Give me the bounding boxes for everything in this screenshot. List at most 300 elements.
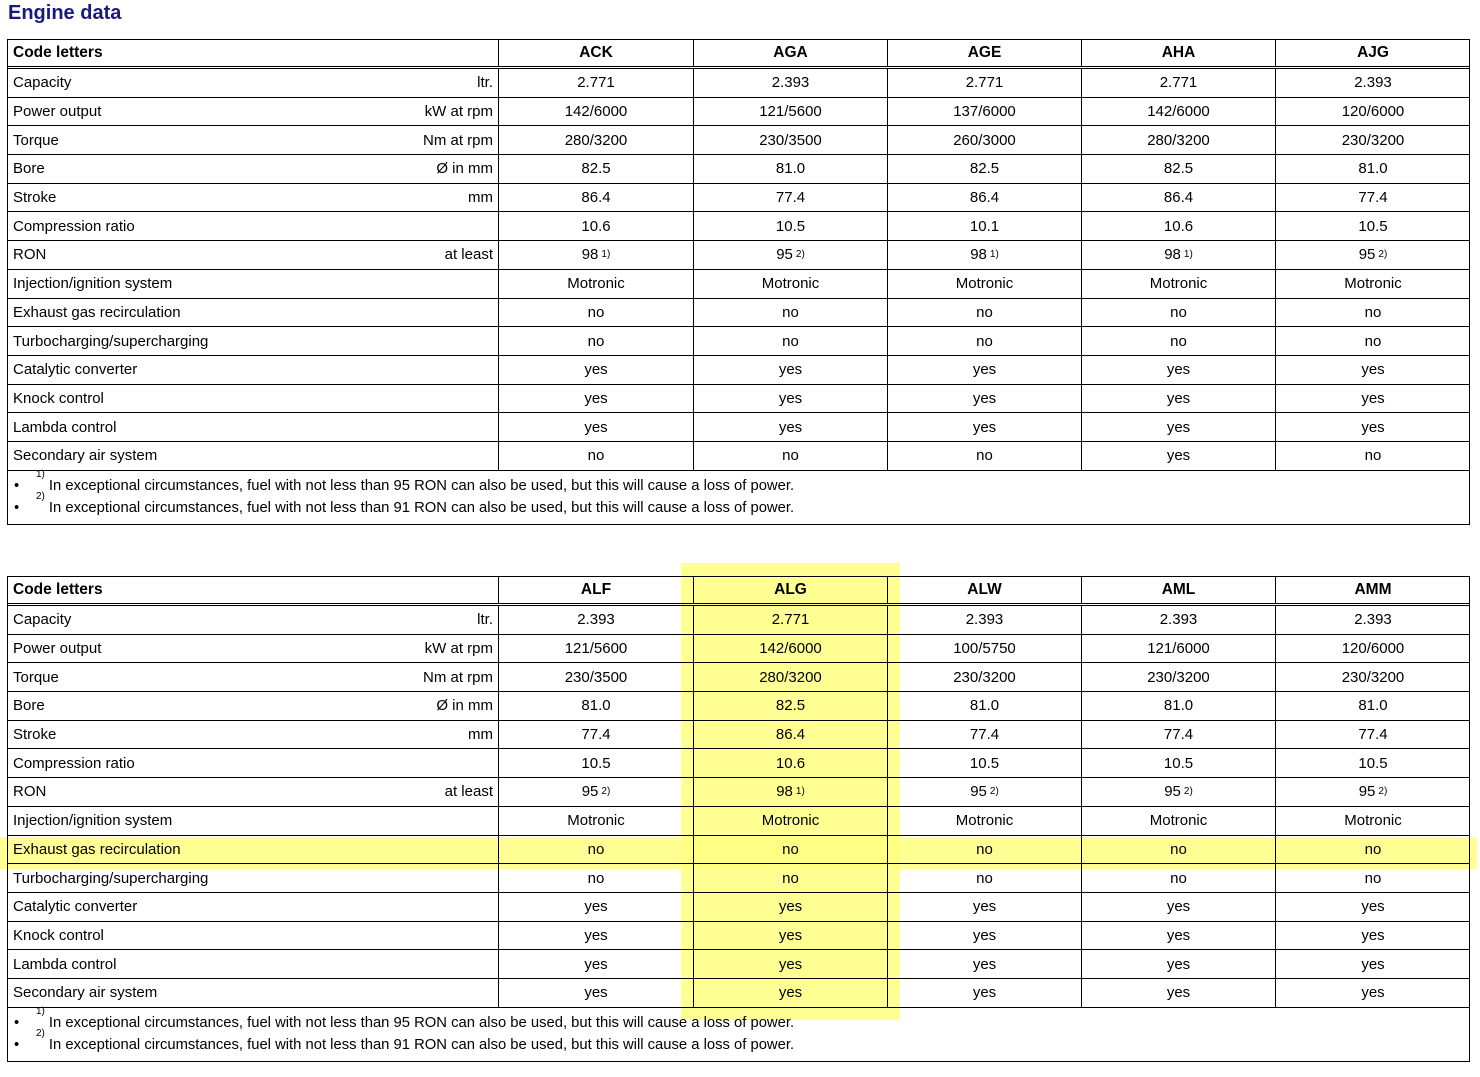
value-cell bbox=[694, 299, 888, 327]
row-label-cell bbox=[8, 442, 499, 470]
cell-value: yes bbox=[778, 898, 803, 916]
value-cell bbox=[888, 807, 1082, 835]
bullet-icon: • bbox=[14, 477, 20, 494]
row-label-cell bbox=[8, 778, 499, 806]
cell-value: 137/6000 bbox=[953, 103, 1016, 121]
row-unit: mm bbox=[468, 726, 493, 744]
row-label: Catalytic converter bbox=[13, 898, 138, 916]
cell-value: yes bbox=[972, 389, 997, 407]
row-unit: Ø in mm bbox=[436, 160, 493, 178]
cell-value: yes bbox=[1166, 898, 1191, 916]
table-row bbox=[8, 922, 1469, 951]
footnote: • 2) In exceptional circumstances, fuel with not less than 91 RON can also be used, but this will cause a loss of power. bbox=[14, 1034, 1469, 1057]
value-cell bbox=[1276, 893, 1470, 921]
cell-value: 81.0 bbox=[581, 697, 611, 715]
cell-value: Motronic bbox=[955, 275, 1014, 293]
value-cell bbox=[1082, 606, 1276, 634]
cell-value: 77.4 bbox=[581, 726, 611, 744]
value-cell: 95 2) bbox=[694, 241, 888, 269]
cell-value: no bbox=[976, 447, 993, 465]
cell-value: yes bbox=[778, 418, 803, 436]
table-row bbox=[8, 69, 1469, 98]
cell-value: Motronic bbox=[1344, 812, 1402, 830]
row-label: Injection/ignition system bbox=[13, 275, 173, 293]
row-label-cell bbox=[8, 212, 499, 240]
value-cell bbox=[694, 807, 888, 835]
cell-value: 142/6000 bbox=[564, 103, 628, 121]
footnote-text: In exceptional circumstances, fuel with not less than 95 RON can also be used, but this will cause a loss of power. bbox=[48, 477, 795, 494]
engine-data-table-2 bbox=[7, 576, 1470, 1062]
table-row bbox=[8, 721, 1469, 750]
row-label: Knock control bbox=[13, 926, 104, 944]
value-cell bbox=[888, 69, 1082, 97]
value-cell bbox=[1082, 950, 1276, 978]
value-cell bbox=[888, 721, 1082, 749]
cell-value: 2.771 bbox=[1159, 74, 1198, 92]
value-cell bbox=[888, 893, 1082, 921]
cell-value: 142/6000 bbox=[759, 640, 822, 658]
row-label: Power output bbox=[13, 103, 102, 121]
cell-value: no bbox=[587, 840, 605, 858]
value-cell bbox=[888, 356, 1082, 384]
value-cell bbox=[1276, 864, 1470, 892]
value-cell bbox=[694, 413, 888, 441]
value-cell bbox=[1082, 864, 1276, 892]
value-cell: 95 2) bbox=[1358, 783, 1388, 801]
value-cell bbox=[1082, 356, 1276, 384]
row-label-cell bbox=[8, 635, 499, 663]
table-row bbox=[8, 663, 1469, 692]
footnote-text: In exceptional circumstances, fuel with not less than 91 RON can also be used, but this will cause a loss of power. bbox=[48, 500, 795, 517]
bullet-icon: • bbox=[14, 1014, 20, 1031]
cell-value: 230/3200 bbox=[1147, 668, 1210, 686]
value-cell bbox=[1276, 749, 1470, 777]
value-cell bbox=[694, 270, 888, 298]
table-row bbox=[8, 692, 1469, 721]
value-cell bbox=[1082, 413, 1276, 441]
row-label: Lambda control bbox=[13, 418, 117, 436]
cell-value: 10.6 bbox=[775, 754, 806, 772]
value-cell bbox=[1082, 327, 1276, 355]
cell-value: yes bbox=[1361, 955, 1385, 973]
table-row bbox=[8, 327, 1469, 356]
cell-value: 81.0 bbox=[969, 697, 1000, 715]
row-label: Torque bbox=[13, 131, 59, 149]
value-cell bbox=[694, 922, 888, 950]
cell-value: yes bbox=[1166, 984, 1191, 1002]
value-cell bbox=[1082, 635, 1276, 663]
row-label: Lambda control bbox=[13, 955, 117, 973]
row-label: Injection/ignition system bbox=[13, 812, 173, 830]
value-cell bbox=[1082, 212, 1276, 240]
value-cell: 95 2) bbox=[888, 778, 1082, 806]
row-label-cell bbox=[8, 155, 499, 183]
value-cell bbox=[1082, 98, 1276, 126]
value-cell bbox=[888, 385, 1082, 413]
row-label: Stroke bbox=[13, 189, 57, 207]
value-cell bbox=[499, 692, 694, 720]
cell-value: 10.6 bbox=[581, 217, 611, 235]
cell-value: Motronic bbox=[1344, 275, 1402, 293]
cell-value: no bbox=[1364, 840, 1382, 858]
row-unit: Ø in mm bbox=[436, 697, 493, 715]
row-label: Torque bbox=[13, 668, 59, 686]
cell-value: yes bbox=[1361, 984, 1385, 1002]
cell-value: yes bbox=[1361, 361, 1385, 379]
footnote-text: In exceptional circumstances, fuel with not less than 95 RON can also be used, but this will cause a loss of power. bbox=[48, 1014, 795, 1031]
table-row bbox=[8, 778, 1469, 807]
cell-value: yes bbox=[584, 984, 608, 1002]
table-header-row bbox=[8, 40, 1469, 69]
cell-value: yes bbox=[1166, 418, 1191, 436]
value-cell bbox=[888, 635, 1082, 663]
value-cell bbox=[1082, 721, 1276, 749]
cell-value: yes bbox=[778, 984, 803, 1002]
table-row bbox=[8, 413, 1469, 442]
cell-value: yes bbox=[1361, 418, 1385, 436]
cell-value: yes bbox=[778, 389, 803, 407]
row-label-cell bbox=[8, 663, 499, 691]
value-cell bbox=[1276, 442, 1470, 470]
cell-value: yes bbox=[972, 418, 997, 436]
cell-value: 98 bbox=[581, 246, 599, 264]
value-cell bbox=[694, 155, 888, 183]
cell-value: 100/5750 bbox=[953, 640, 1016, 658]
value-cell bbox=[888, 413, 1082, 441]
value-cell: 98 1) bbox=[888, 241, 1082, 269]
table-row bbox=[8, 836, 1469, 865]
row-label-cell bbox=[8, 749, 499, 777]
cell-value: 81.0 bbox=[1358, 160, 1388, 178]
cell-value: 77.4 bbox=[969, 726, 1000, 744]
row-label: Turbocharging/supercharging bbox=[13, 332, 209, 350]
cell-value: no bbox=[782, 332, 799, 350]
value-cell bbox=[1276, 98, 1470, 126]
value-cell bbox=[499, 413, 694, 441]
cell-value: no bbox=[1170, 840, 1187, 858]
row-label-cell bbox=[8, 299, 499, 327]
header-label-code-letters: Code letters bbox=[8, 40, 499, 66]
cell-value: 86.4 bbox=[581, 189, 611, 207]
cell-value: Motronic bbox=[1149, 812, 1208, 830]
cell-value: 230/3200 bbox=[1341, 131, 1405, 149]
value-cell bbox=[1276, 184, 1470, 212]
row-unit: Nm at rpm bbox=[422, 131, 493, 149]
cell-value: no bbox=[1364, 332, 1382, 350]
cell-value: 2.771 bbox=[577, 74, 615, 92]
cell-value: 2.771 bbox=[771, 611, 810, 629]
column-header-aha: AHA bbox=[1082, 40, 1276, 66]
cell-value: no bbox=[1170, 869, 1187, 887]
value-cell bbox=[499, 212, 694, 240]
value-cell bbox=[499, 155, 694, 183]
value-cell bbox=[499, 836, 694, 864]
value-cell bbox=[1082, 69, 1276, 97]
value-cell bbox=[1276, 413, 1470, 441]
row-label-cell bbox=[8, 864, 499, 892]
cell-value: no bbox=[976, 332, 993, 350]
row-label: Exhaust gas recirculation bbox=[13, 840, 181, 858]
value-cell bbox=[694, 864, 888, 892]
cell-value: 95 bbox=[1358, 246, 1376, 264]
cell-value: 2.393 bbox=[771, 74, 810, 92]
value-cell bbox=[1082, 922, 1276, 950]
column-header-aml: AML bbox=[1082, 577, 1276, 603]
footnote: • 2) In exceptional circumstances, fuel with not less than 91 RON can also be used, but this will cause a loss of power. bbox=[14, 497, 1469, 520]
cell-value: no bbox=[587, 869, 605, 887]
column-header-alg: ALG bbox=[694, 577, 888, 603]
row-label: RON bbox=[13, 246, 47, 264]
row-unit: ltr. bbox=[477, 74, 493, 92]
value-cell bbox=[694, 749, 888, 777]
cell-value: 121/5600 bbox=[564, 640, 628, 658]
cell-value: 95 bbox=[776, 246, 793, 264]
cell-value: yes bbox=[1166, 361, 1191, 379]
row-unit: kW at rpm bbox=[424, 103, 493, 121]
row-label-cell bbox=[8, 126, 499, 154]
value-cell bbox=[499, 356, 694, 384]
row-label-cell bbox=[8, 270, 499, 298]
value-cell bbox=[499, 807, 694, 835]
cell-value: 82.5 bbox=[969, 160, 1000, 178]
header-label-code-letters: Code letters bbox=[8, 577, 499, 603]
value-cell bbox=[1082, 184, 1276, 212]
column-header-amm: AMM bbox=[1354, 581, 1392, 598]
cell-value: 81.0 bbox=[1358, 697, 1388, 715]
row-label: Bore bbox=[13, 160, 45, 178]
row-label: Exhaust gas recirculation bbox=[13, 303, 181, 321]
row-unit: Nm at rpm bbox=[422, 668, 493, 686]
value-cell bbox=[888, 606, 1082, 634]
row-label-cell bbox=[8, 922, 499, 950]
cell-value: 95 bbox=[581, 783, 599, 801]
cell-value: Motronic bbox=[761, 812, 820, 830]
value-cell bbox=[499, 385, 694, 413]
cell-value: yes bbox=[584, 926, 608, 944]
table-row bbox=[8, 606, 1469, 635]
cell-value: yes bbox=[778, 955, 803, 973]
value-cell bbox=[1082, 807, 1276, 835]
cell-value: 86.4 bbox=[775, 726, 806, 744]
row-unit: ltr. bbox=[477, 611, 493, 629]
cell-value: 280/3200 bbox=[1147, 131, 1210, 149]
row-label: Secondary air system bbox=[13, 984, 158, 1002]
row-label-cell bbox=[8, 327, 499, 355]
cell-value: yes bbox=[1166, 447, 1191, 465]
footnote: • 1) In exceptional circumstances, fuel with not less than 95 RON can also be used, but this will cause a loss of power. bbox=[14, 1012, 1469, 1035]
value-cell bbox=[888, 442, 1082, 470]
cell-value: yes bbox=[584, 361, 608, 379]
cell-value: Motronic bbox=[1149, 275, 1208, 293]
table-row bbox=[8, 442, 1469, 471]
row-label: Turbocharging/supercharging bbox=[13, 869, 209, 887]
cell-value: 95 bbox=[1164, 783, 1181, 801]
table-row bbox=[8, 356, 1469, 385]
row-label: RON bbox=[13, 783, 47, 801]
cell-value: 82.5 bbox=[775, 697, 806, 715]
cell-value: 77.4 bbox=[1358, 726, 1388, 744]
cell-value: no bbox=[1170, 303, 1187, 321]
table-row bbox=[8, 299, 1469, 328]
cell-value: no bbox=[976, 840, 993, 858]
value-cell bbox=[499, 126, 694, 154]
value-cell bbox=[694, 635, 888, 663]
value-cell bbox=[499, 749, 694, 777]
value-cell bbox=[1276, 126, 1470, 154]
cell-value: 98 bbox=[776, 783, 793, 801]
cell-value: 142/6000 bbox=[1147, 103, 1210, 121]
value-cell bbox=[1276, 299, 1470, 327]
cell-value: 98 bbox=[970, 246, 987, 264]
cell-value: Motronic bbox=[761, 275, 820, 293]
value-cell bbox=[694, 442, 888, 470]
engine-data-table-1 bbox=[7, 39, 1470, 525]
value-cell: 95 2) bbox=[1082, 778, 1276, 806]
value-cell bbox=[1276, 692, 1470, 720]
cell-value: no bbox=[1364, 869, 1382, 887]
table-row bbox=[8, 635, 1469, 664]
cell-value: 77.4 bbox=[775, 189, 806, 207]
value-cell bbox=[694, 893, 888, 921]
value-cell bbox=[888, 836, 1082, 864]
value-cell bbox=[888, 327, 1082, 355]
value-cell bbox=[888, 950, 1082, 978]
cell-value: 120/6000 bbox=[1341, 640, 1405, 658]
row-label-cell bbox=[8, 184, 499, 212]
cell-value: yes bbox=[1361, 389, 1385, 407]
cell-value: 10.1 bbox=[969, 217, 1000, 235]
cell-value: yes bbox=[972, 926, 997, 944]
value-cell bbox=[888, 979, 1082, 1007]
value-cell bbox=[499, 98, 694, 126]
cell-value: yes bbox=[1166, 955, 1191, 973]
row-label-cell bbox=[8, 413, 499, 441]
table-row bbox=[8, 385, 1469, 414]
value-cell: 98 1) bbox=[694, 778, 888, 806]
cell-value: no bbox=[1364, 303, 1382, 321]
value-cell bbox=[499, 270, 694, 298]
cell-value: no bbox=[782, 447, 799, 465]
value-cell bbox=[694, 979, 888, 1007]
value-cell bbox=[888, 155, 1082, 183]
value-cell bbox=[888, 749, 1082, 777]
value-cell bbox=[694, 606, 888, 634]
value-cell bbox=[888, 126, 1082, 154]
cell-value: Motronic bbox=[955, 812, 1014, 830]
value-cell bbox=[499, 184, 694, 212]
row-label-cell bbox=[8, 606, 499, 634]
cell-value: 121/6000 bbox=[1147, 640, 1210, 658]
cell-value: no bbox=[782, 840, 799, 858]
value-cell bbox=[1082, 836, 1276, 864]
row-label-cell bbox=[8, 692, 499, 720]
value-cell bbox=[1082, 893, 1276, 921]
cell-value: yes bbox=[778, 926, 803, 944]
value-cell bbox=[888, 922, 1082, 950]
cell-value: 10.5 bbox=[775, 217, 806, 235]
cell-value: yes bbox=[584, 418, 608, 436]
value-cell bbox=[1082, 749, 1276, 777]
value-cell bbox=[694, 184, 888, 212]
row-label-cell bbox=[8, 807, 499, 835]
table-row bbox=[8, 979, 1469, 1008]
value-cell bbox=[1276, 922, 1470, 950]
value-cell bbox=[499, 299, 694, 327]
cell-value: yes bbox=[1361, 926, 1385, 944]
cell-value: 77.4 bbox=[1358, 189, 1388, 207]
cell-value: 10.6 bbox=[1163, 217, 1194, 235]
row-label: Capacity bbox=[13, 74, 72, 92]
cell-value: no bbox=[782, 869, 799, 887]
row-label: Capacity bbox=[13, 611, 72, 629]
row-unit: at least bbox=[444, 783, 493, 801]
value-cell bbox=[888, 212, 1082, 240]
value-cell bbox=[1276, 635, 1470, 663]
row-label-cell bbox=[8, 979, 499, 1007]
cell-value: yes bbox=[1166, 926, 1191, 944]
row-label-cell bbox=[8, 836, 499, 864]
cell-value: no bbox=[782, 303, 799, 321]
value-cell bbox=[499, 893, 694, 921]
row-label-cell bbox=[8, 98, 499, 126]
value-cell bbox=[1082, 155, 1276, 183]
cell-value: 86.4 bbox=[969, 189, 1000, 207]
cell-value: yes bbox=[972, 984, 997, 1002]
row-label: Bore bbox=[13, 697, 45, 715]
value-cell bbox=[888, 299, 1082, 327]
value-cell bbox=[499, 950, 694, 978]
row-label-cell bbox=[8, 241, 499, 269]
cell-value: 95 bbox=[970, 783, 987, 801]
cell-value: no bbox=[976, 303, 993, 321]
cell-value: 10.5 bbox=[969, 754, 1000, 772]
value-cell bbox=[888, 184, 1082, 212]
row-label-cell bbox=[8, 721, 499, 749]
value-cell: 95 2) bbox=[1358, 246, 1388, 264]
cell-value: yes bbox=[1166, 389, 1191, 407]
table-header-row bbox=[8, 577, 1469, 606]
value-cell bbox=[694, 327, 888, 355]
column-header-age: AGE bbox=[888, 40, 1082, 66]
value-cell bbox=[694, 721, 888, 749]
table-row bbox=[8, 212, 1469, 241]
cell-value: 10.5 bbox=[581, 754, 611, 772]
value-cell bbox=[888, 98, 1082, 126]
cell-value: 95 bbox=[1358, 783, 1376, 801]
value-cell: 95 2) bbox=[499, 778, 694, 806]
value-cell bbox=[694, 692, 888, 720]
cell-value: 98 bbox=[1164, 246, 1181, 264]
cell-value: yes bbox=[778, 361, 803, 379]
table-row bbox=[8, 864, 1469, 893]
cell-value: no bbox=[587, 447, 605, 465]
value-cell bbox=[1082, 299, 1276, 327]
cell-value: 280/3200 bbox=[564, 131, 628, 149]
cell-value: Motronic bbox=[567, 275, 625, 293]
row-label-cell bbox=[8, 893, 499, 921]
value-cell bbox=[694, 69, 888, 97]
row-label-cell bbox=[8, 356, 499, 384]
bullet-icon: • bbox=[14, 500, 20, 517]
footnote: • 1) In exceptional circumstances, fuel with not less than 95 RON can also be used, but this will cause a loss of power. bbox=[14, 475, 1469, 498]
row-unit: at least bbox=[444, 246, 493, 264]
value-cell bbox=[694, 950, 888, 978]
value-cell bbox=[499, 327, 694, 355]
value-cell bbox=[1276, 979, 1470, 1007]
cell-value: yes bbox=[972, 955, 997, 973]
table-row bbox=[8, 126, 1469, 155]
row-unit: mm bbox=[468, 189, 493, 207]
